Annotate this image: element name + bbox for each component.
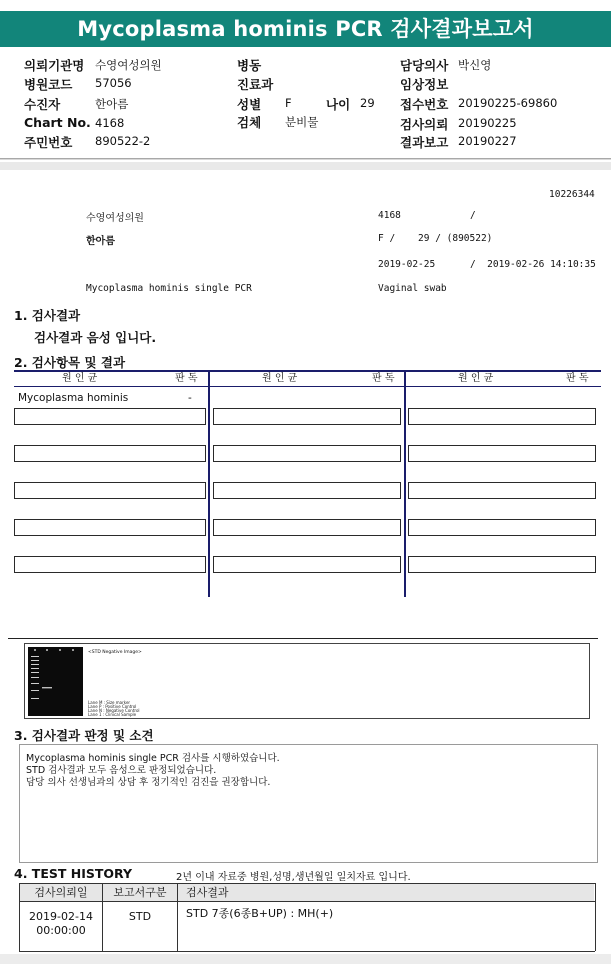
empty-cell [213, 408, 401, 425]
empty-cell [408, 482, 596, 499]
section1-heading: 1. 검사결과 [14, 308, 81, 323]
header-label-ward: 병동 [237, 58, 262, 73]
report-chart: 4168 [378, 210, 401, 221]
section3-heading: 3. 검사결과 판정 및 소견 [14, 728, 154, 743]
header-value-receipt-no: 20190225-69860 [458, 96, 558, 110]
history-top-rule [19, 883, 595, 884]
col-organism-3: 원 인 균 [458, 373, 494, 384]
header-label-receipt-no: 접수번호 [400, 97, 449, 112]
history-right-rule [595, 883, 596, 951]
grid-divider-2 [404, 370, 406, 597]
gel-legend-positive: Lane P : Positive Control [88, 704, 137, 709]
section4-heading: 4. TEST HISTORY [14, 866, 133, 881]
result-value: - [188, 392, 192, 404]
report-specimen: Vaginal swab [378, 283, 447, 294]
header-label-clinic: 의뢰기관명 [24, 58, 85, 73]
header-value-clinic: 수영여성의원 [95, 58, 162, 72]
empty-cell [408, 445, 596, 462]
grid-divider-1 [208, 370, 210, 597]
empty-cell [213, 556, 401, 573]
gel-legend-sample: Lane 1 : Clinical Sample [88, 712, 137, 717]
history-header-rule [19, 901, 595, 902]
empty-cell [14, 519, 206, 536]
header-label-specimen: 검체 [237, 115, 262, 130]
section2-heading: 2. 검사항목 및 결과 [14, 355, 126, 370]
report-date-reported: / 2019-02-26 14:10:35 [470, 259, 596, 270]
history-col-result: 검사결과 [178, 884, 594, 901]
history-row [20, 910, 102, 937]
col-result-2: 판 독 [372, 373, 395, 384]
empty-cell [14, 445, 206, 462]
header-label-patient: 수진자 [24, 97, 61, 112]
empty-cell [213, 519, 401, 536]
empty-cell [408, 408, 596, 425]
grid-header-rule [14, 386, 601, 387]
gel-electrophoresis-image [28, 647, 83, 716]
header-label-clinical-info: 임상정보 [400, 77, 449, 92]
history-divider-2 [177, 883, 178, 951]
header-value-doctor: 박신영 [458, 58, 492, 72]
col-result-3: 판 독 [566, 373, 589, 384]
gel-legend-marker: Lane M : Size marker [88, 700, 131, 705]
gel-separator [8, 638, 598, 639]
report-date-received: 2019-02-25 [378, 259, 436, 270]
col-organism-2: 원 인 균 [262, 373, 298, 384]
history-note: 2년 이내 자료중 병원,성명,생년월일 일치자료 입니다. [176, 872, 411, 883]
gel-caption: <STD Negative Image> [88, 650, 142, 655]
col-result-1: 판 독 [175, 373, 198, 384]
empty-cell [408, 519, 596, 536]
header-label-resident-no: 주민번호 [24, 135, 73, 150]
document-number: 10226344 [549, 189, 595, 200]
history-bottom-rule [19, 951, 595, 952]
header-divider [0, 158, 611, 160]
page-bottom [0, 954, 611, 964]
header-value-sex: F [285, 96, 292, 110]
empty-cell [408, 556, 596, 573]
history-row-type: STD [128, 910, 152, 923]
report-test-name: Mycoplasma hominis single PCR [86, 283, 252, 294]
header-label-doctor: 담당의사 [400, 58, 449, 73]
gel-legend-negative: Lane N : Negative Control [88, 708, 140, 713]
report-clinic: 수영여성의원 [86, 213, 144, 224]
result-organism: Mycoplasma hominis [18, 392, 129, 404]
result-summary: 검사결과 음성 입니다. [34, 330, 157, 345]
report-chart-slash: / [470, 210, 476, 221]
header-value-resident-no: 890522-2 [95, 134, 151, 148]
header-label-chart-no: Chart No. [24, 115, 91, 130]
report-patient: 한아름 [86, 236, 115, 247]
header-value-age: 29 [360, 96, 375, 110]
empty-cell [14, 408, 206, 425]
header-gap [0, 162, 611, 170]
col-organism-1: 원 인 균 [62, 373, 98, 384]
history-row-time: 00:00:00 [36, 924, 86, 937]
header-value-patient: 한아름 [95, 97, 129, 111]
header-label-hospital-code: 병원코드 [24, 77, 73, 92]
header-value-request-date: 20190225 [458, 116, 517, 130]
header-value-report-date: 20190227 [458, 134, 517, 148]
header-label-request-date: 검사의뢰 [400, 117, 449, 132]
grid-top-rule [14, 370, 601, 372]
empty-cell [14, 556, 206, 573]
report-title: Mycoplasma hominis PCR 검사결과보고서 [0, 11, 611, 47]
opinion-line-1: Mycoplasma hominis single PCR 검사를 시행하였습니다. [26, 753, 280, 764]
opinion-line-2: STD 검사결과 모두 음성으로 판정되었습니다. [26, 765, 217, 776]
opinion-line-3: 담당 의사 선생님과의 상담 후 정기적인 검진을 권장합니다. [26, 777, 271, 788]
header-label-department: 진료과 [237, 77, 274, 92]
header-value-hospital-code: 57056 [95, 76, 132, 90]
history-row-result: STD 7종(6종B+UP) : MH(+) [186, 907, 334, 920]
header-value-chart-no: 4168 [95, 116, 125, 130]
empty-cell [213, 482, 401, 499]
header-label-sex: 성별 [237, 97, 262, 112]
empty-cell [14, 482, 206, 499]
report-sex-age: F / 29 / (890522) [378, 233, 493, 244]
header-label-report-date: 결과보고 [400, 135, 449, 150]
history-row-date: 2019-02-14 [29, 910, 93, 923]
header-label-age: 나이 [326, 97, 351, 112]
history-col-date: 검사의뢰일 [20, 884, 102, 901]
history-col-type: 보고서구분 [103, 884, 177, 901]
empty-cell [213, 445, 401, 462]
header-value-specimen: 분비물 [285, 115, 319, 129]
